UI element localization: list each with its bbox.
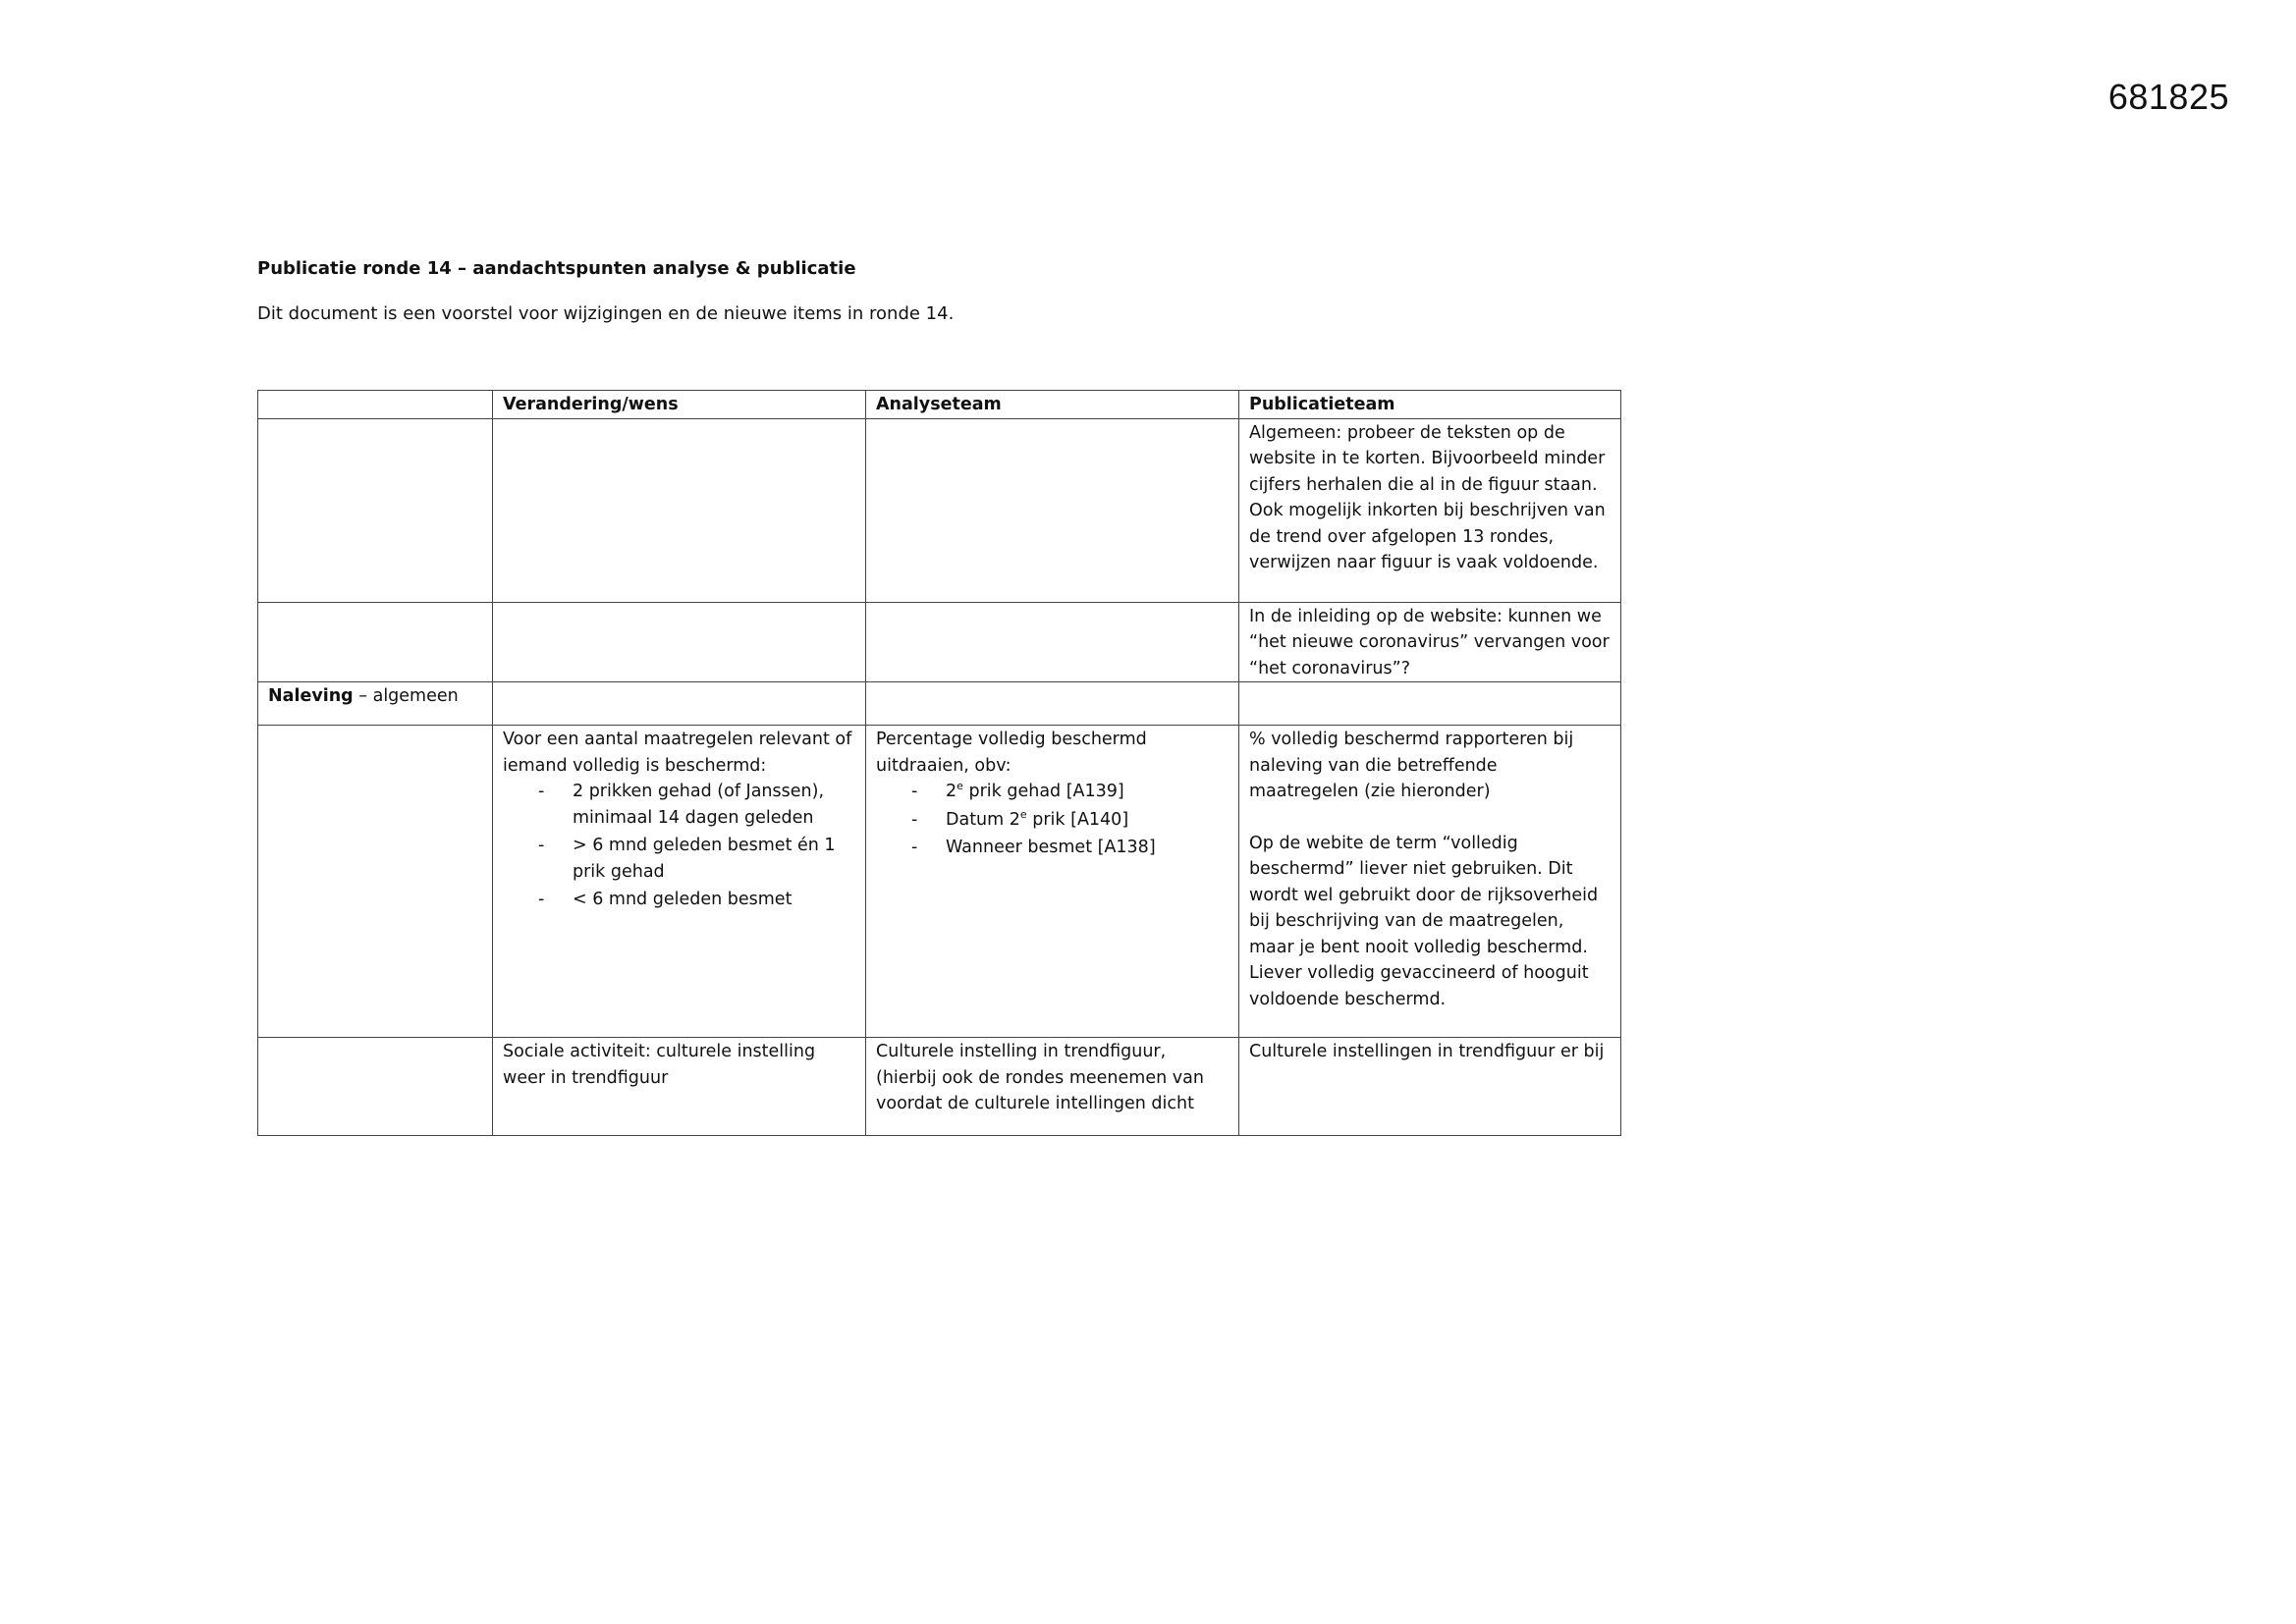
- list-item: [911, 807, 1230, 834]
- verandering-list: [503, 779, 856, 913]
- table-cell: [258, 1038, 493, 1136]
- analyse-list: [876, 779, 1230, 861]
- table-row: [258, 1038, 1621, 1136]
- table-row: [258, 418, 1621, 602]
- list-item: - Wanneer besmet [A138]: [911, 835, 1230, 861]
- list-item: - 2 prikken gehad (of Janssen), minimaal 14 dagen geleden: [538, 779, 856, 831]
- table-cell: [258, 418, 493, 602]
- list-item-sup: e: [1019, 807, 1027, 821]
- verandering-intro: Voor een aantal maatregelen relevant of iemand volledig is beschermd:: [503, 730, 852, 776]
- header-verandering: Verandering/wens: [493, 391, 866, 419]
- publicatie-paragraph: % volledig beschermd rapporteren bij naleving van die betreffende maatregelen (zie hieronder): [1249, 730, 1574, 801]
- table-header-row: [258, 391, 1621, 419]
- section-label-rest: – algemeen: [353, 686, 459, 706]
- header-analyseteam: Analyseteam: [866, 391, 1239, 419]
- table-cell: [866, 602, 1239, 682]
- table-row: [258, 726, 1621, 1038]
- table-row-section: [258, 682, 1621, 726]
- list-item: - < 6 mnd geleden besmet: [538, 887, 856, 913]
- list-item-text: 2: [946, 782, 957, 801]
- list-item: [911, 779, 1230, 805]
- section-label-bold: Naleving: [268, 686, 354, 706]
- table-cell: [493, 682, 866, 726]
- document-intro: Dit document is een voorstel voor wijzigingen en de nieuwe items in ronde 14.: [257, 303, 955, 324]
- list-item-text: prik [A140]: [1026, 809, 1129, 830]
- table-cell: [258, 726, 493, 1038]
- header-publicatieteam: Publicatieteam: [1239, 391, 1621, 419]
- table-cell-verandering: [493, 726, 866, 1038]
- table-cell: [1239, 682, 1621, 726]
- analyse-intro: Percentage volledig beschermd uitdraaien, obv:: [876, 730, 1147, 776]
- table-cell-analyse: [866, 726, 1239, 1038]
- document-title: Publicatie ronde 14 – aandachtspunten analyse & publicatie: [257, 258, 856, 279]
- list-item-sup: e: [957, 780, 963, 793]
- section-label-cell: [258, 682, 493, 726]
- table-cell-publicatie: Algemeen: probeer de teksten op de website in te korten. Bijvoorbeeld minder cijfers herhalen die al in de figuur staan. Ook mogelijk inkorten bij beschrijven van de trend over afgelopen 13 rondes, verwijzen naar figuur is vaak voldoende.: [1239, 418, 1621, 602]
- table-cell-analyse: Culturele instelling in trendfiguur, (hierbij ook de rondes meenemen van voordat de culturele intellingen dicht: [866, 1038, 1239, 1136]
- analysis-table: [257, 390, 1621, 1136]
- list-item-text: Datum 2: [946, 809, 1020, 830]
- table-cell: [866, 682, 1239, 726]
- header-empty: [258, 391, 493, 419]
- publicatie-paragraph: Op de webite de term “volledig beschermd” liever niet gebruiken. Dit wordt wel gebruikt door de rijksoverheid bij beschrijving van de maatregelen, maar je bent nooit volledig beschermd. Liever volledig gevaccineerd of hooguit voldoende beschermd.: [1249, 833, 1599, 1009]
- document-number: 681825: [2107, 77, 2229, 117]
- table-cell: [493, 602, 866, 682]
- table-row: [258, 602, 1621, 682]
- table-cell: [866, 418, 1239, 602]
- list-item-text: prik gehad [A139]: [962, 782, 1124, 801]
- table-cell: [258, 602, 493, 682]
- table-cell-publicatie: Culturele instellingen in trendfiguur er bij: [1239, 1038, 1621, 1136]
- table-cell-verandering: Sociale activiteit: culturele instelling weer in trendfiguur: [493, 1038, 866, 1136]
- list-item: - > 6 mnd geleden besmet én 1 prik gehad: [538, 833, 856, 885]
- table-cell-publicatie: [1239, 726, 1621, 1038]
- table-cell-publicatie: In de inleiding op de website: kunnen we “het nieuwe coronavirus” vervangen voor “het coronavirus”?: [1239, 602, 1621, 682]
- table-cell: [493, 418, 866, 602]
